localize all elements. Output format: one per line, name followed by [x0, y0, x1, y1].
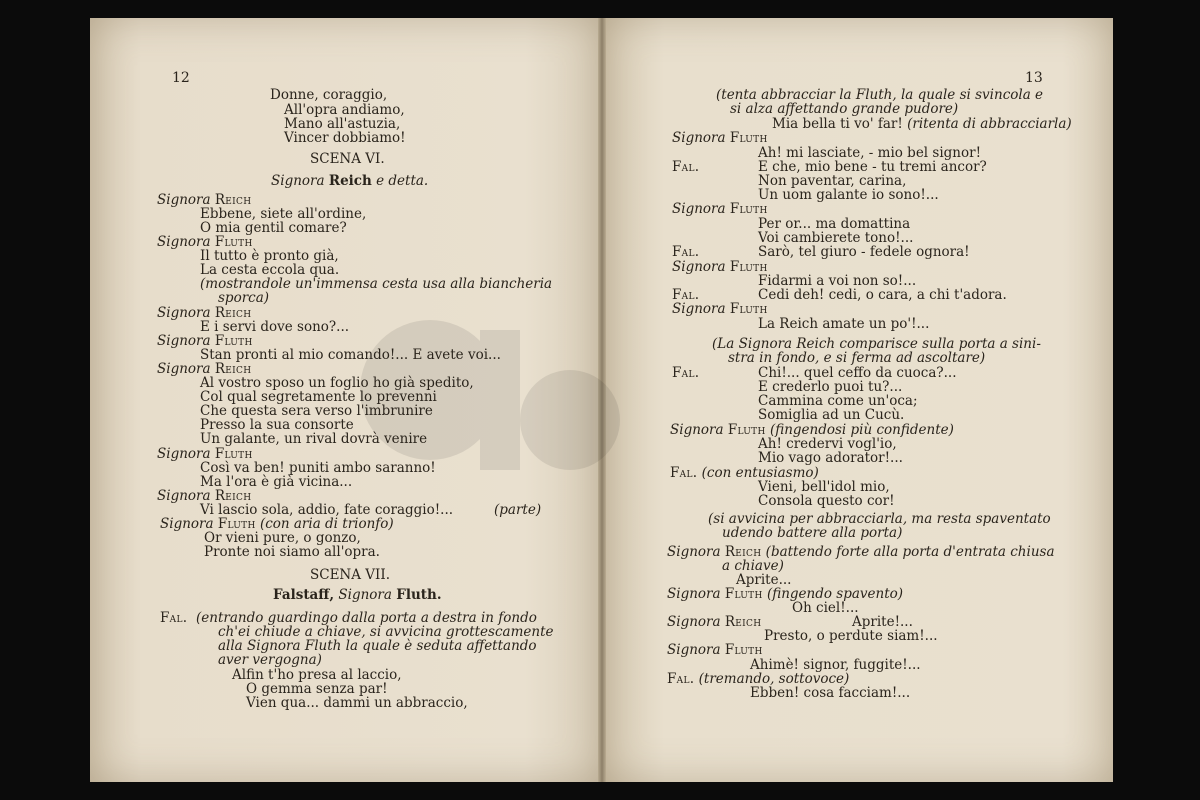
- speaker-name: Reich: [724, 614, 762, 630]
- speaker-name: Reich: [214, 361, 252, 377]
- dialogue-line: Vi lascio sola, addio, fate coraggio!...: [200, 502, 454, 518]
- stage-direction: si alza affettando grande pudore): [730, 101, 959, 117]
- stage-direction: (tremando, sottovoce): [698, 671, 850, 687]
- dialogue-line: Per or... ma domattina: [758, 216, 911, 232]
- dialogue-line: O gemma senza par!: [246, 681, 388, 697]
- dialogue-line: Ma l'ora è già vicina...: [200, 474, 353, 490]
- scene-title: SCENA VII.: [310, 567, 390, 583]
- stage-direction: (La Signora Reich comparisce sulla porta a sini-: [712, 336, 1041, 352]
- speaker-tag: [672, 260, 768, 275]
- dialogue-line: Aprite!...: [852, 614, 913, 630]
- dialogue-line: Non paventar, carina,: [758, 173, 907, 189]
- dialogue-line: Al vostro sposo un foglio ho già spedito,: [200, 375, 474, 391]
- page-number-right: 13: [1025, 70, 1043, 86]
- scene-subtitle-name: Falstaff,: [273, 587, 335, 603]
- dialogue-line: Aprite...: [736, 572, 792, 588]
- scene-subtitle: [271, 174, 428, 189]
- speaker-label: Signora: [672, 201, 726, 217]
- stage-direction: (fingendo spavento): [766, 586, 904, 602]
- dialogue-line: Sarò, tel giuro - fedele ognora!: [758, 244, 970, 260]
- speaker-label: Signora: [157, 234, 211, 250]
- speaker-name: Reich: [214, 488, 252, 504]
- stage-direction: (fingendosi più confidente): [769, 422, 954, 438]
- speaker-name: Fluth: [724, 642, 763, 658]
- verse-line: Donne, coraggio,: [270, 87, 388, 103]
- speaker-tag: [672, 131, 768, 146]
- speaker-label: Signora: [157, 446, 211, 462]
- stage-direction: (parte): [494, 502, 542, 518]
- speaker-name: Reich: [214, 192, 252, 208]
- stage-direction: a chiave): [722, 558, 784, 574]
- dialogue-line: O mia gentil comare?: [200, 220, 347, 236]
- speaker-label: Signora: [157, 361, 211, 377]
- scene-subtitle-prefix: Signora: [338, 587, 392, 603]
- dialogue-line: Presto, o perdute siam!...: [764, 628, 938, 644]
- speaker-name: Fal.: [672, 244, 700, 260]
- stage-direction: stra in fondo, e si ferma ad ascoltare): [728, 350, 986, 366]
- dialogue-line: Ebben! cosa facciam!...: [750, 685, 911, 701]
- speaker-label: Signora: [157, 333, 211, 349]
- speaker-tag: [672, 202, 768, 217]
- stage-direction: (ritenta di abbracciarla): [907, 116, 1072, 132]
- stage-direction: udendo battere alla porta): [722, 525, 903, 541]
- stage-direction: alla Signora Fluth la quale è seduta affettando: [218, 638, 537, 654]
- dialogue-line: Vien qua... dammi un abbraccio,: [246, 695, 468, 711]
- scene-title: SCENA VI.: [310, 151, 385, 167]
- speaker-name: Reich: [724, 544, 762, 560]
- speaker-name: Fluth: [729, 301, 768, 317]
- speaker-tag: [667, 615, 761, 630]
- speaker-name: Fluth: [214, 333, 253, 349]
- scene-subtitle-prefix: Signora: [271, 173, 325, 189]
- dialogue-line: Alfin t'ho presa al laccio,: [232, 667, 402, 683]
- page-number-left: 12: [172, 70, 190, 86]
- dialogue-line: Chi!... quel ceffo da cuoca?...: [758, 365, 957, 381]
- speaker-label: Signora: [157, 192, 211, 208]
- speaker-label: Signora: [672, 301, 726, 317]
- speaker-name: Fluth: [729, 259, 768, 275]
- stage-direction: ch'ei chiude a chiave, si avvicina grottescamente: [218, 624, 554, 640]
- verse-line: All'opra andiamo,: [284, 102, 405, 118]
- dialogue-line: Pronte noi siamo all'opra.: [204, 544, 380, 560]
- speaker-name: Fluth: [214, 234, 253, 250]
- dialogue-line: [772, 117, 1072, 132]
- dialogue-line: E i servi dove sono?...: [200, 319, 350, 335]
- dialogue-line: Ebbene, siete all'ordine,: [200, 206, 367, 222]
- dialogue-line: Ahimè! signor, fuggite!...: [750, 657, 921, 673]
- speaker-name: Fal.: [672, 159, 700, 175]
- dialogue-line: Un galante, un rival dovrà venire: [200, 431, 428, 447]
- dialogue-line: Così va ben! puniti ambo saranno!: [200, 460, 436, 476]
- dialogue-line: La Reich amate un po'!...: [758, 316, 930, 332]
- speaker-name: Fluth: [724, 586, 763, 602]
- dialogue-line: La cesta eccola qua.: [200, 262, 340, 278]
- dialogue-line: Presso la sua consorte: [200, 417, 354, 433]
- stage-direction: sporca): [218, 290, 270, 306]
- dialogue-line: Col qual segretamente lo prevenni: [200, 389, 437, 405]
- dialogue-line: Fidarmi a voi non so!...: [758, 273, 917, 289]
- speaker-label: Signora: [157, 488, 211, 504]
- dialogue-line: Consola questo cor!: [758, 493, 895, 509]
- verse-line: Vincer dobbiamo!: [284, 130, 406, 146]
- stage-direction: (con aria di trionfo): [259, 516, 394, 532]
- speaker-label: Signora: [160, 516, 214, 532]
- dialogue-line: Stan pronti al mio comando!... E avete voi...: [200, 347, 501, 363]
- book-gutter: [598, 18, 606, 782]
- dialogue-line: Voi cambierete tono!...: [758, 230, 914, 246]
- speaker-name: Fal.: [160, 610, 188, 626]
- dialogue-line: Oh ciel!...: [792, 600, 859, 616]
- stage-direction: (con entusiasmo): [701, 465, 819, 481]
- stage-direction: (si avvicina per abbracciarla, ma resta spaventato: [708, 511, 1051, 527]
- dialogue-line: Ah! mi lasciate, - mio bel signor!: [758, 145, 982, 161]
- speaker-label: Signora: [672, 130, 726, 146]
- speaker-name: Fluth: [727, 422, 766, 438]
- speaker-name: Fluth: [217, 516, 256, 532]
- scene-subtitle-suffix: e detta.: [376, 173, 429, 189]
- speaker-label: Signora: [667, 586, 721, 602]
- speaker-label: Signora: [672, 259, 726, 275]
- dialogue-line: Il tutto è pronto già,: [200, 248, 339, 264]
- speaker-tag: [667, 587, 903, 602]
- stage-direction: (mostrandole un'immensa cesta usa alla biancheria: [200, 276, 553, 292]
- speaker-name: Fal.: [672, 287, 700, 303]
- speaker-label: Signora: [670, 422, 724, 438]
- dialogue-line: Cammina come un'oca;: [758, 393, 918, 409]
- speaker-name: Fal.: [670, 465, 698, 481]
- dialogue-text: Mia bella ti vo' far!: [772, 116, 903, 132]
- speaker-name: Fluth: [214, 446, 253, 462]
- dialogue-line: Che questa sera verso l'imbrunire: [200, 403, 433, 419]
- dialogue-line: Vieni, bell'idol mio,: [758, 479, 890, 495]
- speaker-label: Signora: [667, 614, 721, 630]
- stage-direction: (entrando guardingo dalla porta a destra in fondo: [196, 610, 537, 626]
- scene-subtitle: [273, 588, 442, 603]
- dialogue-line: Mio vago adorator!...: [758, 450, 903, 466]
- speaker-name: Fal.: [667, 671, 695, 687]
- stage-direction: (tenta abbracciar la Fluth, la quale si svincola e: [716, 87, 1044, 103]
- verse-line: Mano all'astuzia,: [284, 116, 401, 132]
- speaker-name: Fal.: [672, 365, 700, 381]
- dialogue-line: Or vieni pure, o gonzo,: [204, 530, 361, 546]
- speaker-label: Signora: [157, 305, 211, 321]
- dialogue-line: Ah! credervi vogl'io,: [758, 436, 897, 452]
- dialogue-line: Somiglia ad un Cucù.: [758, 407, 905, 423]
- speaker-label: Signora: [667, 544, 721, 560]
- speaker-name: Fluth: [729, 130, 768, 146]
- dialogue-line: E che, mio bene - tu tremi ancor?: [758, 159, 987, 175]
- scene-subtitle-name: Fluth.: [396, 587, 442, 603]
- dialogue-line: E crederlo puoi tu?...: [758, 379, 903, 395]
- speaker-name: Reich: [214, 305, 252, 321]
- speaker-name: Fluth: [729, 201, 768, 217]
- speaker-tag: [672, 302, 768, 317]
- stage-direction: (battendo forte alla porta d'entrata chiusa: [765, 544, 1055, 560]
- speaker-label: Signora: [667, 642, 721, 658]
- speaker-tag: [667, 643, 763, 658]
- dialogue-line: Cedi deh! cedi, o cara, a chi t'adora.: [758, 287, 1007, 303]
- dialogue-line: Un uom galante io sono!...: [758, 187, 939, 203]
- stage-direction: aver vergogna): [218, 652, 322, 668]
- scene-subtitle-name: Reich: [328, 173, 372, 189]
